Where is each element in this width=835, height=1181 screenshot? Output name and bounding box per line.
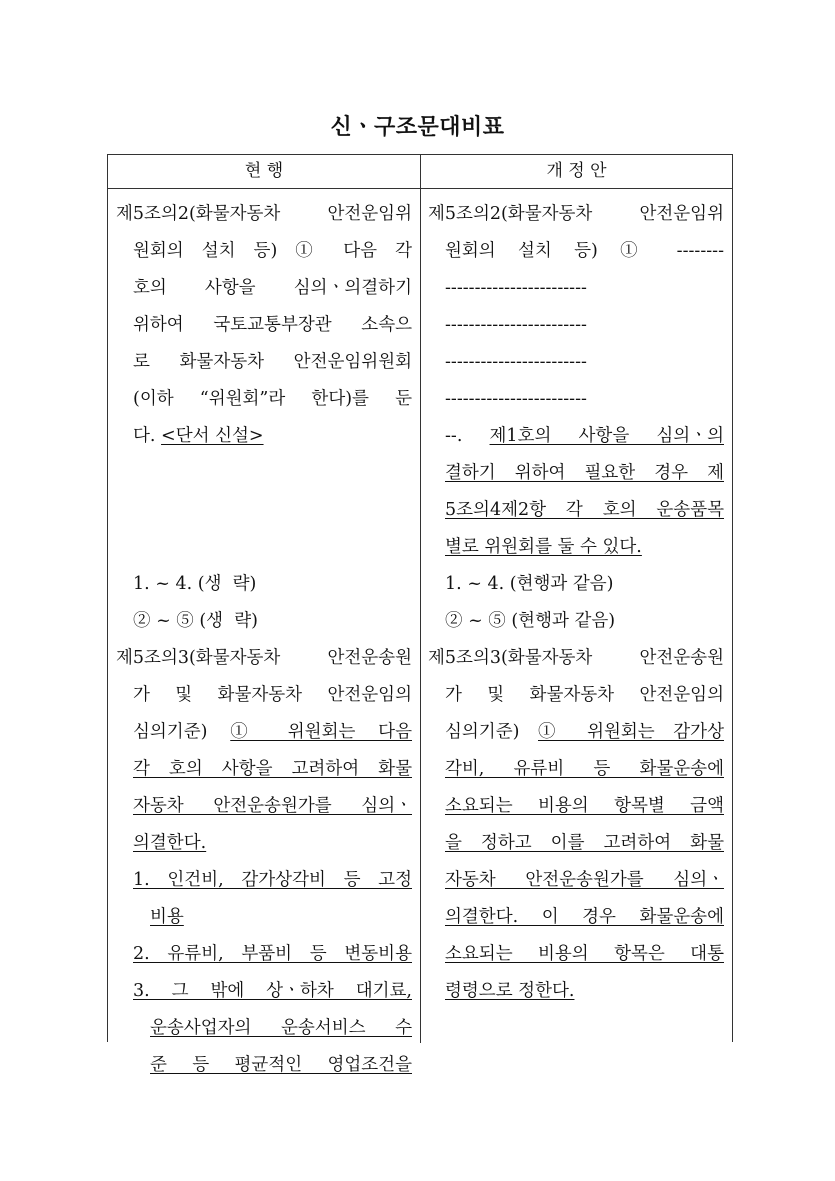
amended-line: 각비, 유류비 등 화물운송에 xyxy=(445,759,724,779)
current-line: 원회의 설치 등) ① 다음 각 xyxy=(133,241,412,261)
current-text: 심의기준) xyxy=(133,722,231,742)
current-cut-text: 준 등 평균적인 영업조건을 xyxy=(150,1055,412,1075)
current-line: 로 화물자동차 안전운임위원회 xyxy=(133,352,412,372)
amended-line: 가 및 화물자동차 안전운임의 xyxy=(445,685,724,705)
amended-line: ② ~ ⑤ (현행과 같음) xyxy=(445,611,616,631)
amended-line: 제5조의2(화물자동차 안전운임위 xyxy=(428,204,724,224)
comparison-table xyxy=(107,154,733,1075)
current-line: 가 및 화물자동차 안전운임의 xyxy=(133,685,412,705)
current-line: 호의 사항을 심의ㆍ의결하기 xyxy=(133,278,412,298)
amended-line: ------------------------ xyxy=(445,278,587,298)
header-amended: 개 정 안 xyxy=(546,161,607,181)
amended-line: 의결한다. 이 경우 화물운송에 xyxy=(445,907,724,927)
current-line: 각 호의 사항을 고려하여 화물 xyxy=(133,759,412,779)
amended-line xyxy=(445,717,724,747)
amended-line: 소요되는 비용의 항목별 금액 xyxy=(445,796,724,816)
current-line: 의결한다. xyxy=(133,833,207,853)
current-line: 제5조의3(화물자동차 안전운송원 xyxy=(116,648,412,668)
amended-line: 자동차 안전운송원가를 심의ㆍ xyxy=(445,870,724,890)
amended-line: 원회의 설치 등) ① -------- xyxy=(445,241,724,261)
amended-line: 제5조의3(화물자동차 안전운송원 xyxy=(428,648,724,668)
amended-line: 1. ~ 4. (현행과 같음) xyxy=(445,574,614,594)
amended-text: --. xyxy=(445,426,490,446)
current-line xyxy=(150,1050,412,1075)
current-line: 3. 그 밖에 상ㆍ하차 대기료, xyxy=(133,981,412,1001)
page-title: 신ㆍ구조문대비표 xyxy=(330,115,505,140)
amended-line: 소요되는 비용의 항목은 대통 xyxy=(445,944,724,964)
current-line: 운송사업자의 운송서비스 수 xyxy=(150,1018,412,1038)
current-line: 제5조의2(화물자동차 안전운임위 xyxy=(116,204,412,224)
current-line: 비용 xyxy=(150,907,184,927)
amended-line: 별로 위원회를 둘 수 있다. xyxy=(445,537,642,557)
amended-line: 5조의4제2항 각 호의 운송품목 xyxy=(445,500,724,520)
column-divider xyxy=(420,155,421,1043)
current-line: (이하 “위원회”라 한다)를 둔 xyxy=(133,389,412,409)
current-text: 다. xyxy=(133,426,162,446)
current-line: 1. 인건비, 감가상각비 등 고정 xyxy=(133,870,412,890)
amended-line: 을 정하고 이를 고려하여 화물 xyxy=(445,833,724,853)
amended-line: ------------------------ xyxy=(445,389,587,409)
amended-underlined-text: 제1호의 사항을 심의ㆍ의 xyxy=(489,426,724,446)
header-divider xyxy=(108,188,732,189)
amended-line: 결하기 위하여 필요한 경우 제 xyxy=(445,463,724,483)
header-current: 현 행 xyxy=(244,161,284,181)
current-line xyxy=(133,421,412,451)
current-underlined-text: ① 위원회는 다음 xyxy=(230,722,412,742)
amended-line xyxy=(445,421,724,451)
current-line xyxy=(133,717,412,747)
amended-line: 령령으로 정한다. xyxy=(445,981,575,1001)
current-line: 1. ~ 4. (생 략) xyxy=(133,574,257,594)
current-underlined-text: <단서 신설> xyxy=(161,426,264,446)
amended-text: 심의기준) xyxy=(445,722,539,742)
current-line: ② ~ ⑤ (생 략) xyxy=(133,611,258,631)
current-line: 위하여 국토교통부장관 소속으 xyxy=(133,315,412,335)
current-line: 자동차 안전운송원가를 심의ㆍ xyxy=(133,796,412,816)
current-line: 2. 유류비, 부품비 등 변동비용 xyxy=(133,944,412,964)
amended-underlined-text: ① 위원회는 감가상 xyxy=(538,722,724,742)
amended-line: ------------------------ xyxy=(445,352,587,372)
amended-line: ------------------------ xyxy=(445,315,587,335)
